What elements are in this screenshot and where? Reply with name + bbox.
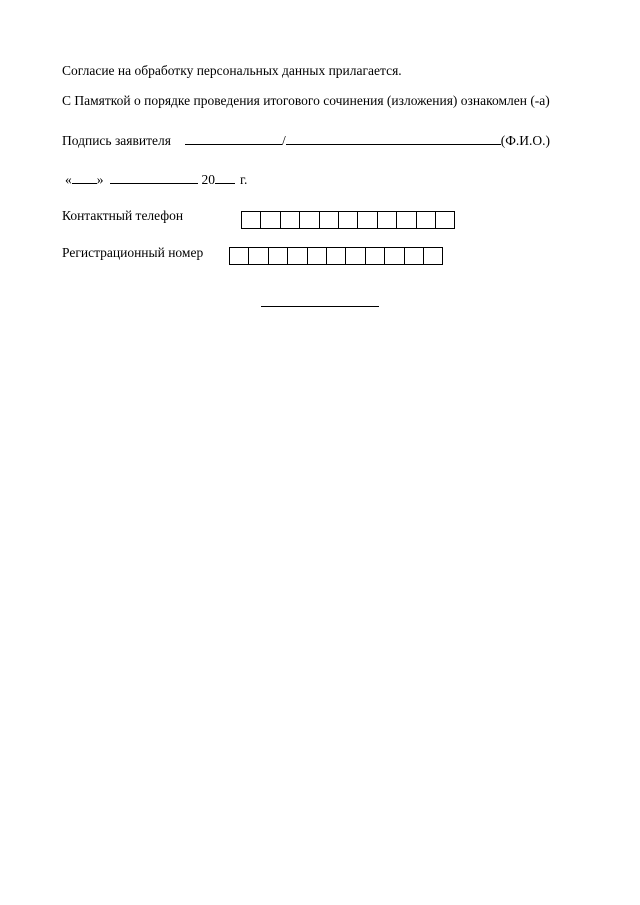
phone-digit-cell[interactable]: [357, 211, 377, 229]
registration-digit-cell[interactable]: [307, 247, 327, 265]
registration-input-cells[interactable]: [229, 247, 442, 265]
date-open-quote: «: [65, 172, 72, 187]
date-row: [65, 172, 247, 188]
registration-digit-cell[interactable]: [287, 247, 307, 265]
registration-digit-cell[interactable]: [229, 247, 249, 265]
phone-label: Контактный телефон: [62, 208, 184, 223]
phone-digit-cell[interactable]: [260, 211, 280, 229]
year-suffix: г.: [240, 172, 248, 187]
day-field[interactable]: [72, 172, 97, 184]
phone-digit-cell[interactable]: [396, 211, 416, 229]
signature-row: [62, 133, 550, 149]
year-field[interactable]: [215, 172, 235, 184]
registration-digit-cell[interactable]: [404, 247, 424, 265]
registration-label: Регистрационный номер: [62, 245, 204, 260]
phone-digit-cell[interactable]: [338, 211, 358, 229]
memo-text: С Памяткой о порядке проведения итогового сочинения (изложения) ознакомлен (-а): [62, 93, 550, 108]
registration-digit-cell[interactable]: [248, 247, 268, 265]
signature-label: Подпись заявителя: [62, 133, 171, 148]
phone-digit-cell[interactable]: [319, 211, 339, 229]
signature-slash: /: [281, 133, 286, 148]
phone-digit-cell[interactable]: [377, 211, 397, 229]
registration-digit-cell[interactable]: [268, 247, 288, 265]
phone-digit-cell[interactable]: [416, 211, 436, 229]
phone-digit-cell[interactable]: [280, 211, 300, 229]
signature-field[interactable]: [185, 133, 282, 145]
registration-digit-cell[interactable]: [345, 247, 365, 265]
separator-line: [261, 306, 379, 307]
fio-label: (Ф.И.О.): [500, 133, 550, 148]
registration-digit-cell[interactable]: [326, 247, 346, 265]
month-field[interactable]: [110, 172, 198, 184]
year-prefix: 20: [201, 172, 215, 187]
registration-digit-cell[interactable]: [423, 247, 443, 265]
phone-digit-cell[interactable]: [299, 211, 319, 229]
registration-digit-cell[interactable]: [384, 247, 404, 265]
fio-field[interactable]: [286, 133, 501, 145]
registration-digit-cell[interactable]: [365, 247, 385, 265]
consent-text: Согласие на обработку персональных данных прилагается.: [62, 63, 402, 78]
phone-input-cells[interactable]: [241, 211, 454, 229]
phone-digit-cell[interactable]: [435, 211, 455, 229]
phone-digit-cell[interactable]: [241, 211, 261, 229]
date-close-quote: »: [96, 172, 104, 187]
